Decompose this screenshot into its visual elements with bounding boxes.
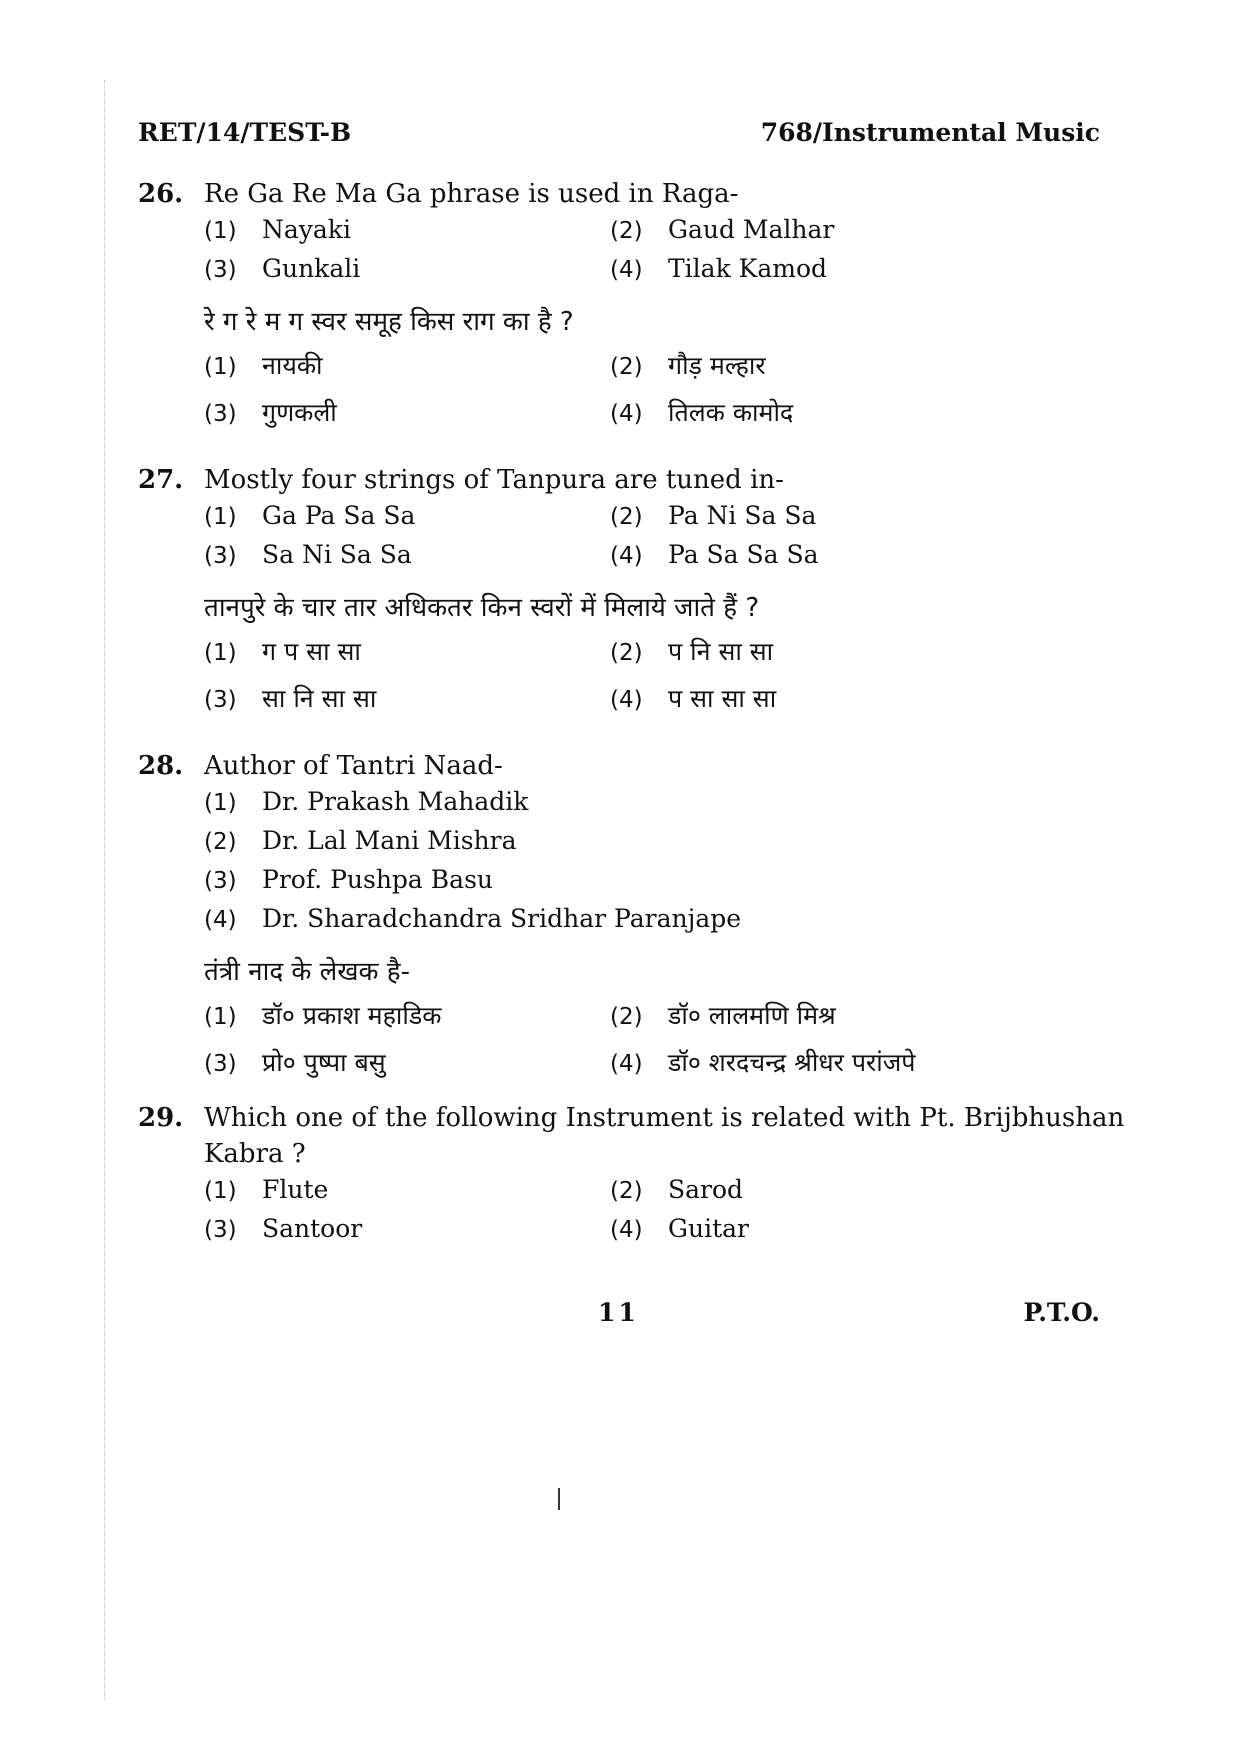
option: (4) Dr. Sharadchandra Sridhar Paranjape <box>204 904 742 933</box>
option: (1) डॉ० प्रकाश महाडिक <box>204 1001 442 1030</box>
question-number: 29. <box>138 1103 184 1133</box>
option: (4) प सा सा सा <box>610 684 777 713</box>
option: (2) डॉ० लालमणि मिश्र <box>610 1001 836 1030</box>
options-en <box>204 212 1138 288</box>
question-text: Which one of the following Instrument is related with Pt. Brijbhushan Kabra ? <box>204 1103 1125 1169</box>
option: (1) Ga Pa Sa Sa <box>204 501 416 530</box>
question-27 <box>138 462 1138 718</box>
options-hi <box>204 634 1138 718</box>
option: (3) Sa Ni Sa Sa <box>204 540 412 569</box>
options-en <box>204 498 1138 574</box>
question-text-en <box>138 176 1138 212</box>
option: (1) नायकी <box>204 351 323 380</box>
option: (4) Pa Sa Sa Sa <box>610 540 819 569</box>
option: (1) Flute <box>204 1175 329 1204</box>
option: (1) ग प सा सा <box>204 637 361 666</box>
option: (2) Pa Ni Sa Sa <box>610 501 817 530</box>
options-en <box>204 784 1138 938</box>
option: (3) प्रो० पुष्पा बसु <box>204 1048 386 1077</box>
options-hi <box>204 998 1138 1082</box>
subject-title: 768/Instrumental Music <box>760 118 1100 147</box>
question-text: Re Ga Re Ma Ga phrase is used in Raga- <box>204 179 739 209</box>
options-en <box>204 1172 1138 1248</box>
scan-mark <box>558 1488 560 1510</box>
option: (3) Gunkali <box>204 254 361 283</box>
pto-label: P.T.O. <box>1023 1298 1100 1327</box>
option: (4) तिलक कामोद <box>610 398 794 427</box>
question-number: 27. <box>138 465 184 495</box>
option: (1) Nayaki <box>204 215 351 244</box>
options-hi <box>204 348 1138 432</box>
option: (2) गौड़ मल्हार <box>610 351 766 380</box>
question-text: Mostly four strings of Tanpura are tuned in- <box>204 465 784 495</box>
option: (2) Dr. Lal Mani Mishra <box>204 826 517 855</box>
question-text-hi: रे ग रे म ग स्वर समूह किस राग का है ? <box>204 307 574 337</box>
option: (4) Tilak Kamod <box>610 254 828 283</box>
paper-code: RET/14/TEST-B <box>138 118 352 147</box>
question-text-en <box>138 1100 1138 1172</box>
question-29 <box>138 1100 1138 1248</box>
option: (2) Sarod <box>610 1175 744 1204</box>
question-text-hi: तंत्री नाद के लेखक है- <box>204 957 410 987</box>
question-text-en <box>138 748 1138 784</box>
option: (2) प नि सा सा <box>610 637 774 666</box>
question-28 <box>138 748 1138 1082</box>
option: (4) Guitar <box>610 1214 749 1243</box>
question-text-hi: तानपुरे के चार तार अधिकतर किन स्वरों में मिलाये जाते हैं ? <box>204 593 760 623</box>
question-text: Author of Tantri Naad- <box>204 751 503 781</box>
option: (1) Dr. Prakash Mahadik <box>204 787 529 816</box>
question-text-en <box>138 462 1138 498</box>
question-number: 28. <box>138 751 184 781</box>
option: (3) Santoor <box>204 1214 363 1243</box>
scan-edge-line <box>104 80 105 1700</box>
question-number: 26. <box>138 179 184 209</box>
option: (3) Prof. Pushpa Basu <box>204 865 493 894</box>
option: (3) गुणकली <box>204 398 337 427</box>
option: (4) डॉ० शरदचन्द्र श्रीधर परांजपे <box>610 1048 916 1077</box>
page-number: 11 <box>598 1298 639 1327</box>
option: (3) सा नि सा सा <box>204 684 377 713</box>
option: (2) Gaud Malhar <box>610 215 835 244</box>
question-26 <box>138 176 1138 432</box>
